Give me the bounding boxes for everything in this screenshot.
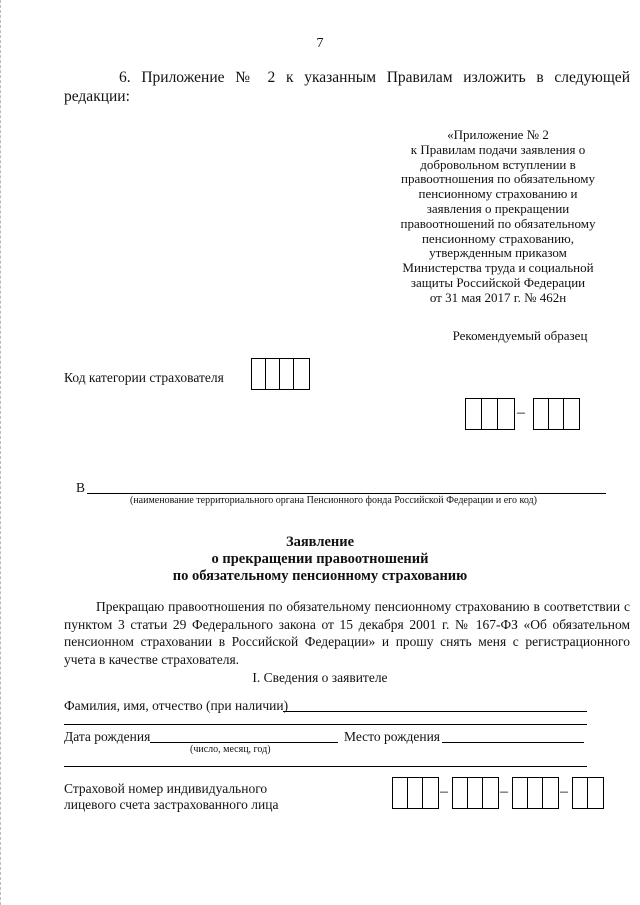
birth-date-caption: (число, месяц, год) — [190, 744, 271, 755]
snils-dash-2: – — [500, 783, 508, 800]
full-name-label: Фамилия, имя, отчество (при наличии) — [64, 698, 289, 713]
reg-cell[interactable] — [498, 399, 514, 429]
reg-cell[interactable] — [466, 399, 482, 429]
snils-label-line-1: Страховой номер индивидуального — [64, 781, 268, 796]
snils-cell[interactable] — [528, 778, 543, 808]
document-subtitle-1: о прекращении правоотношений — [211, 551, 429, 567]
appendix-line: от 31 мая 2017 г. № 462н — [429, 289, 567, 305]
reg-number-dash: – — [517, 404, 525, 421]
page-edge-mark — [0, 0, 7, 905]
category-code-boxes[interactable] — [251, 358, 310, 390]
appendix-line: правоотношений по обязательному — [400, 215, 596, 231]
reg-cell[interactable] — [549, 399, 564, 429]
code-cell[interactable] — [280, 359, 294, 389]
reg-number-boxes-1[interactable] — [465, 398, 515, 430]
birth-place-label: Место рождения — [344, 729, 441, 744]
appendix-line: «Приложение № 2 — [447, 127, 549, 142]
birth-place-input-line-2[interactable] — [64, 766, 587, 767]
snils-label-line-2: лицевого счета застрахованного лица — [64, 797, 279, 812]
full-name-input-line-2[interactable] — [64, 724, 587, 725]
code-cell[interactable] — [252, 359, 266, 389]
appendix-line: к Правилам подачи заявления о — [410, 141, 586, 157]
snils-cell[interactable] — [513, 778, 528, 808]
snils-cell[interactable] — [573, 778, 588, 808]
appendix-line: добровольном вступлении в — [420, 156, 576, 172]
snils-cell[interactable] — [393, 778, 408, 808]
category-code-label: Код категории страхователя — [64, 370, 224, 385]
snils-boxes-1[interactable] — [392, 777, 439, 809]
territorial-body-field[interactable] — [87, 493, 606, 494]
snils-dash-3: – — [560, 783, 568, 800]
reg-cell[interactable] — [534, 399, 549, 429]
code-cell[interactable] — [266, 359, 280, 389]
snils-cell[interactable] — [483, 778, 498, 808]
snils-cell[interactable] — [588, 778, 603, 808]
birth-place-input[interactable] — [442, 742, 584, 743]
snils-cell[interactable] — [408, 778, 423, 808]
document-title: Заявление — [285, 534, 355, 550]
appendix-line: Министерства труда и социальной — [402, 260, 594, 276]
to-prefix: В — [76, 480, 86, 495]
snils-dash-1: – — [440, 783, 448, 800]
section-1-title: I. Сведения о заявителе — [252, 670, 388, 685]
birth-date-label: Дата рождения — [64, 729, 151, 744]
statement-text: Прекращаю правоотношения по обязательному пенсионному страхованию в соответствии с пунктом 3 статьи 29 Федерального закона от 15 декабря 2001 г. № 167-ФЗ «Об обязательном пенсионном страховании в Российской Федерации» и прошу снять меня с регистрационного учета в качестве страхователя. — [64, 599, 630, 667]
recommended-sample-label: Рекомендуемый образец — [452, 328, 588, 343]
reg-cell[interactable] — [482, 399, 498, 429]
snils-cell[interactable] — [468, 778, 483, 808]
snils-cell[interactable] — [543, 778, 558, 808]
reg-number-boxes-2[interactable] — [533, 398, 580, 430]
appendix-line: пенсионному страхованию и — [418, 186, 578, 202]
appendix-line: утвержденным приказом — [429, 245, 567, 261]
full-name-input[interactable] — [283, 711, 587, 712]
reg-cell[interactable] — [564, 399, 579, 429]
appendix-header — [380, 128, 616, 306]
snils-boxes-4[interactable] — [572, 777, 604, 809]
appendix-line: защиты Российской Федерации — [410, 274, 586, 290]
code-cell[interactable] — [294, 359, 309, 389]
snils-boxes-2[interactable] — [452, 777, 499, 809]
snils-cell[interactable] — [453, 778, 468, 808]
birth-date-input[interactable] — [150, 742, 338, 743]
territorial-body-caption: (наименование территориального органа Пенсионного фонда Российской Федерации и его код) — [130, 495, 537, 506]
snils-cell[interactable] — [423, 778, 438, 808]
paragraph-6: 6. Приложение № 2 к указанным Правилам изложить в следующей редакции: — [64, 69, 630, 105]
appendix-line: правоотношения по обязательному — [400, 171, 596, 187]
page-number: 7 — [316, 36, 324, 51]
appendix-line: заявления о прекращении — [426, 200, 570, 216]
snils-boxes-3[interactable] — [512, 777, 559, 809]
appendix-line: пенсионному страхованию, — [421, 230, 575, 246]
document-subtitle-2: по обязательному пенсионному страхованию — [172, 568, 468, 584]
